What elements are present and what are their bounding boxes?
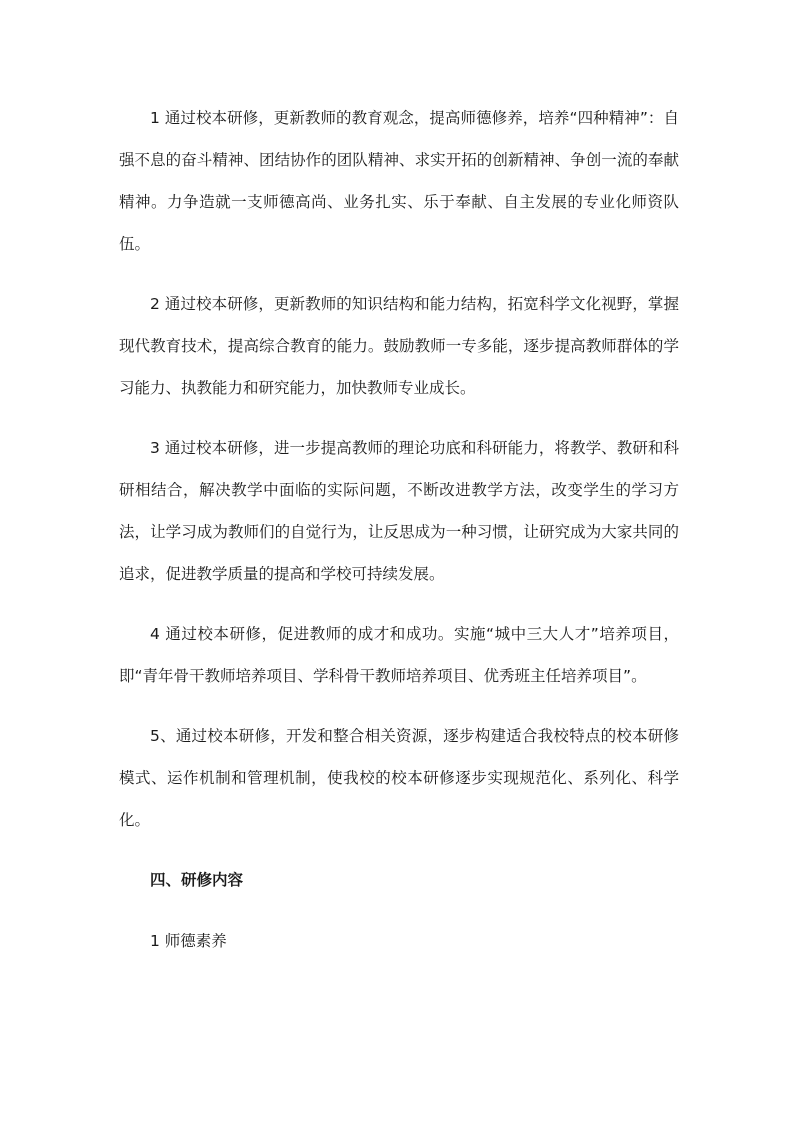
paragraph-2: 2 通过校本研修，更新教师的知识结构和能力结构，拓宽科学文化视野，掌握现代教育技术，提高综合教育的能力。鼓励教师一专多能，逐步提高教师群体的学习能力、执教能力和研究能力，加快教师专业成长。 (119, 295, 679, 397)
paragraph-4: 4 通过校本研修，促进教师的成才和成功。实施“城中三大人才”培养项目，即“青年骨干教师培养项目、学科骨干教师培养项目、优秀班主任培养项目”。 (119, 625, 679, 685)
section-heading: 四、研修内容 (150, 871, 244, 889)
subsection-heading: 1 师德素养 (150, 932, 227, 950)
paragraph-1: 1 通过校本研修，更新教师的教育观念，提高师德修养，培养“四种精神”：自强不息的奋斗精神、团结协作的团队精神、求实开拓的创新精神、争创一流的奉献精神。力争造就一支师德高尚、业务扎实、乐于奉献、自主发展的专业化师资队伍。 (119, 109, 679, 253)
paragraph-5: 5、通过校本研修，开发和整合相关资源，逐步构建适合我校特点的校本研修模式、运作机制和管理机制，使我校的校本研修逐步实现规范化、系列化、科学化。 (119, 727, 679, 829)
paragraph-3: 3 通过校本研修，进一步提高教师的理论功底和科研能力，将教学、教研和科研相结合，解决教学中面临的实际问题，不断改进教学方法，改变学生的学习方法，让学习成为教师们的自觉行为，让反思成为一种习惯，让研究成为大家共同的追求，促进教学质量的提高和学校可持续发展。 (119, 439, 679, 583)
